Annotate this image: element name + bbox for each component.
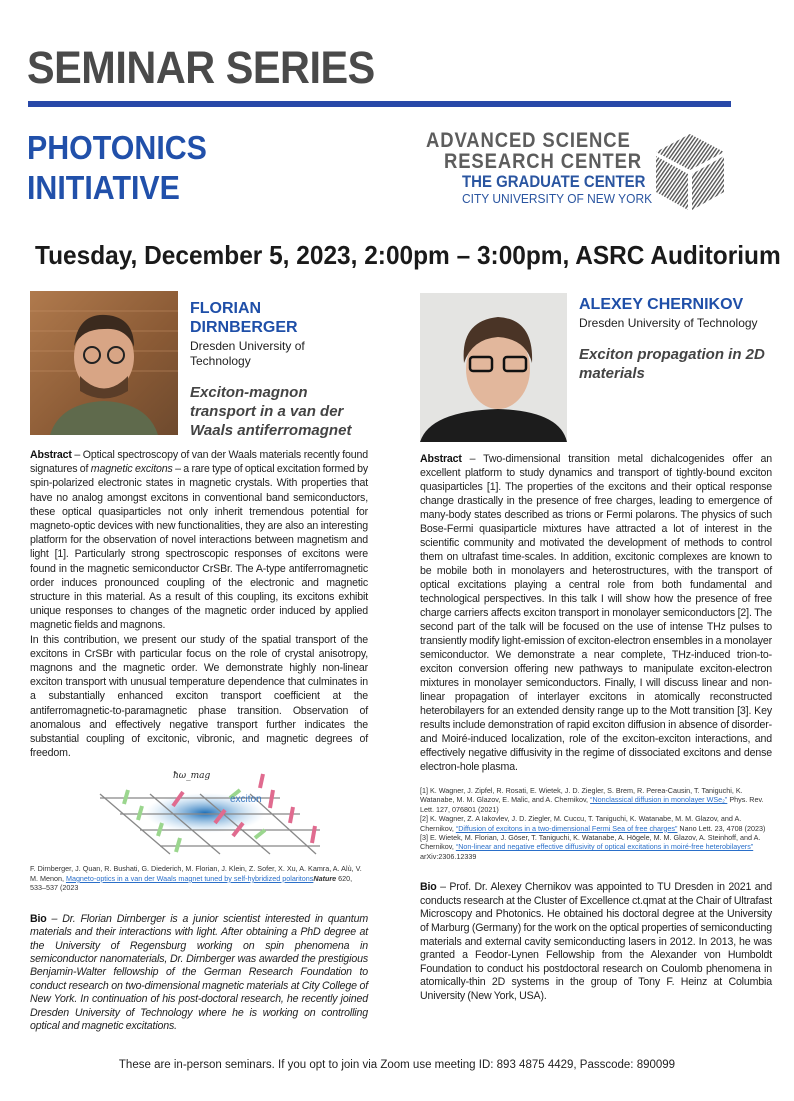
- bio-text: – Prof. Dr. Alexey Chernikov was appointed to TU Dresden in 2021 and conducts research at the Cluster of Excellence ct.qmat at the Chair of Ultrafast Microscopy and Photonics. He obtained his doctoral degree at the University of Marburg (Germany) for the work on the optical properties of semiconducting materials and external cavity semiconducting lasers in 2012. In 2013, he was granted a Feodor-Lynen Fellowship from the Alexander von Humboldt Foundation to conduct his postdoctoral research on Coulomb phenomena in atomically-thin 2D systems in the group of Tony F. Heinz at Columbia University (New York, USA).: [420, 881, 772, 1002]
- reference-3: [420, 833, 772, 861]
- reference-dirnberger: [30, 864, 368, 892]
- reference-authors: F. Dirnberger, J. Quan, R. Bushati, G. Diederich, M. Florian, J. Klein, Z. Sofer, X. Xu, A. Kamra, A. Alù, V. M. Menon,: [30, 864, 362, 883]
- talk-title: Exciton-magnon transport in a van der Waals antiferromagnet: [190, 384, 352, 439]
- speaker-info: [579, 293, 772, 383]
- abstract-label: Abstract: [420, 453, 462, 465]
- reference-details: 620, 533–537 (2023: [30, 873, 353, 893]
- abstract-text: – Two-dimensional transition metal dichalcogenides offer an excellent platform to study dynamics and transport of tightly-bound exciton quasiparticles [1]. The properties of the excitons and their optical response change drastically in the presence of free charges, leading to emergence of many-body states described as trions or Fermi polarons. The physics of such Bose-Fermi quasiparticle mixtures have attracted a lot of interest in the scientific community and motivated the development of methods to control them on ultrafast time-scales. In addition, excitonic complexes are known to be mobile both in monolayers and heterostructures, with the transport of optical excitations playing a central role from both fundamental and technological perspectives. In this talk I will show how the presence of free charge carriers affects exciton transport in monolayer semiconductors [2]. The second part of the talk will be focused on the use of intense THz pulses to transiently modify light-emission of exciton-electron ensembles in a monolayer semiconductor. We demonstrate a near complete, THz-induced trion-to-exciton conversion offering new pathways to manipulate exciton-electron mixtures in monolayer semiconductors. Finally, I will discuss linear and non-linear propagation of interlayer excitons in atomically reconstructed heterobilayers for an extended density range up to the Mott transition [3]. Key results include demonstration of rapid exciton diffusion in absence of disorder- and Moiré-induced localization, role of the exciton-exciton interactions, and effectively negative diffusivity in the regime of dissociated excitons and dense electron-hole plasma.: [420, 453, 772, 773]
- seminar-series-heading: SEMINAR SERIES: [27, 42, 375, 93]
- bio-text: – Dr. Florian Dirnberger is a junior scientist interested in quantum materials and their interactions with light. After obtaining a PhD degree at the University of Regensburg working on spin phenomena in semiconductor nanomaterials, Dr. Dirnberger was awarded the prestigious Benjamin-Walter fellowship of the German Research Foundation to conduct research on two-dimensional magnetic materials at City College of New York. In continuation of his post-doctoral research, he recently joined Dresden University of Technology where he is working on controlling optical and magnetic excitations.: [30, 912, 368, 1032]
- initiative-line-1: PHOTONICS: [27, 129, 207, 166]
- reference-details: Nano Lett. 23, 4708 (2023): [677, 823, 766, 833]
- reference-link[interactable]: “Diffusion of excitons in a two-dimensional Fermi Sea of free charges”: [455, 823, 678, 833]
- speaker-header: [420, 293, 772, 442]
- speaker-affiliation: Dresden University of Technology: [190, 339, 305, 368]
- event-datetime: Tuesday, December 5, 2023, 2:00pm – 3:00pm, ASRC Auditorium: [35, 240, 781, 270]
- abstract-text: – Optical spectroscopy of van der Waals materials recently found signatures of: [30, 449, 368, 476]
- speaker-affiliation: Dresden University of Technology: [579, 316, 758, 330]
- reference-journal: Nature: [313, 873, 337, 883]
- bio-label: Bio: [420, 881, 437, 894]
- references-chernikov: [420, 786, 772, 861]
- abstract-text: – a rare type of optical excitation formed by spin-polarized electronic states in magnetic crystals. With properties that have no analog amongst excitons in conventional band semiconductors, these optical quasiparticles not only inherit tremendous potential for magneto-optic devices with new functionalities, they are also an interesting platform for the observation of novel interactions between magnetism and light [1]. Particularly strong spectroscopic responses of excitons were found in the magnetic semiconductor CrSBr. The A-type antiferromagnetic order induces pronounced coupling of the electronic and magnetic structure in this material. As a result of this coupling, its excitons exhibit unique responses to changes of the magnetic order induced by applied magnetic fields and magnons.: [30, 463, 369, 632]
- speaker-column-dirnberger: [30, 291, 368, 1033]
- bio-dirnberger: [30, 913, 368, 1034]
- reference-authors: [3] E. Wietek, M. Florian, J. Göser, T. Taniguchi, K. Watanabe, A. Högele, M. M. Glazov, A. Steinhoff, and A. Chernikov,: [420, 833, 761, 852]
- reference-link[interactable]: “Non-linear and negative effective diffusivity of optical excitations in moiré-free heterobilayers”: [455, 842, 754, 852]
- reference-link[interactable]: Magneto-optics in a van der Waals magnet tuned by self-hybridized polaritons: [65, 873, 314, 883]
- logo-line-2: RESEARCH CENTER: [444, 150, 643, 173]
- bio-label: Bio: [30, 912, 47, 925]
- speaker-header: [30, 291, 368, 440]
- speaker-info: [190, 291, 368, 440]
- logo-line-3: THE GRADUATE CENTER: [462, 172, 646, 191]
- abstract-label: Abstract: [30, 449, 72, 461]
- reference-authors: [2] K. Wagner, Z. A Iakovlev, J. D. Ziegler, M. Cuccu, T. Taniguchi, K. Watanabe, M. M. Glazov, and A. Chernikov,: [420, 814, 742, 833]
- bio-chernikov: [420, 881, 772, 1003]
- initiative-line-2: INITIATIVE: [27, 169, 180, 206]
- abstract-emphasis: magnetic excitons: [90, 463, 173, 476]
- speaker-name: ALEXEY CHERNIKOV: [579, 296, 744, 313]
- figure-label-exciton: exciton: [230, 794, 262, 806]
- abstract-chernikov: [420, 452, 772, 774]
- figure-label-magnon: ħω_mag: [173, 771, 211, 782]
- abstract-paragraph-2: In this contribution, we present our study of the spatial transport of the excitons in CrSBr with particular focus on the role of crystal anisotropy, magnons and the magnetic order. We demonstrate highly non-linear exciton transport with unusual temperature dependence that culminates in a substantially enhanced exciton transport coefficient at the antiferromagnetic-to-paramagnetic phase transition. Observation of anomalous and effectively negative transport further indicates the substantial coupling of excitonic, vibronic, and magnetic degrees of freedom.: [30, 633, 368, 760]
- logo-line-4: CITY UNIVERSITY OF NEW YORK: [462, 191, 653, 206]
- reference-link[interactable]: “Nonclassical diffusion in monolayer WSe₂”: [590, 795, 728, 805]
- speaker-name: FLORIAN DIRNBERGER: [190, 300, 298, 336]
- speaker-photo-chernikov: [420, 293, 567, 442]
- reference-details: Phys. Rev. Lett. 127, 076801 (2021): [420, 795, 764, 814]
- speaker-column-chernikov: [420, 291, 772, 1033]
- reference-authors: [1] K. Wagner, J. Zipfel, R. Rosati, E. Wietek, J. D. Ziegler, S. Brem, R. Perea-Causin, T. Taniguchi, K. Watanabe, M. M. Glazov, E. Malic, and A. Chernikov,: [420, 786, 743, 805]
- exciton-magnon-figure: [80, 768, 320, 858]
- reference-1: [420, 786, 772, 814]
- talk-title: Exciton propagation in 2D materials: [579, 346, 765, 382]
- zoom-info-footer: These are in-person seminars. If you opt to join via Zoom use meeting ID: 893 4875 4429, Passcode: 890099: [118, 1059, 676, 1072]
- speaker-photo-dirnberger: [30, 291, 178, 435]
- abstract-dirnberger: [30, 448, 368, 760]
- reference-details: arXiv:2306.12339: [420, 851, 477, 861]
- reference-2: [420, 814, 772, 833]
- logo-line-1: ADVANCED SCIENCE: [426, 129, 631, 152]
